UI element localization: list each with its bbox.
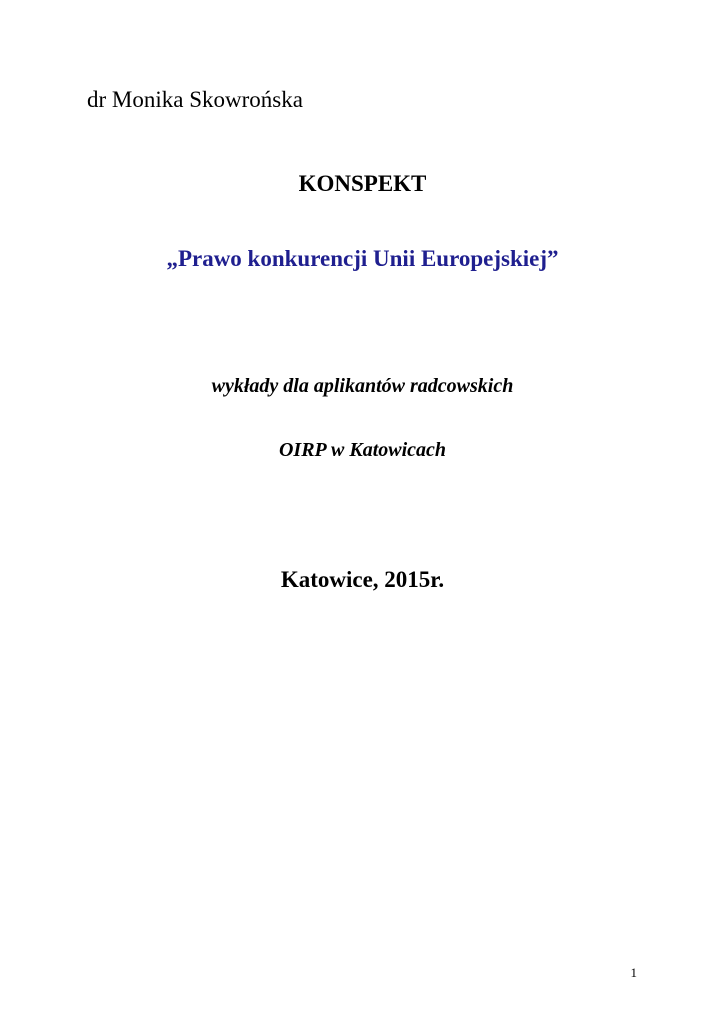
lecture-audience-subtitle: wykłady dla aplikantów radcowskich xyxy=(211,375,514,397)
page-number: 1 xyxy=(630,965,637,980)
organization-name: OIRP w Katowicach xyxy=(278,439,447,461)
author-name: dr Monika Skowrońska xyxy=(87,87,303,112)
document-title: „Prawo konkurencji Unii Europejskiej” xyxy=(166,246,559,271)
document-type-heading: KONSPEKT xyxy=(298,171,427,196)
place-and-date: Katowice, 2015r. xyxy=(280,567,445,592)
